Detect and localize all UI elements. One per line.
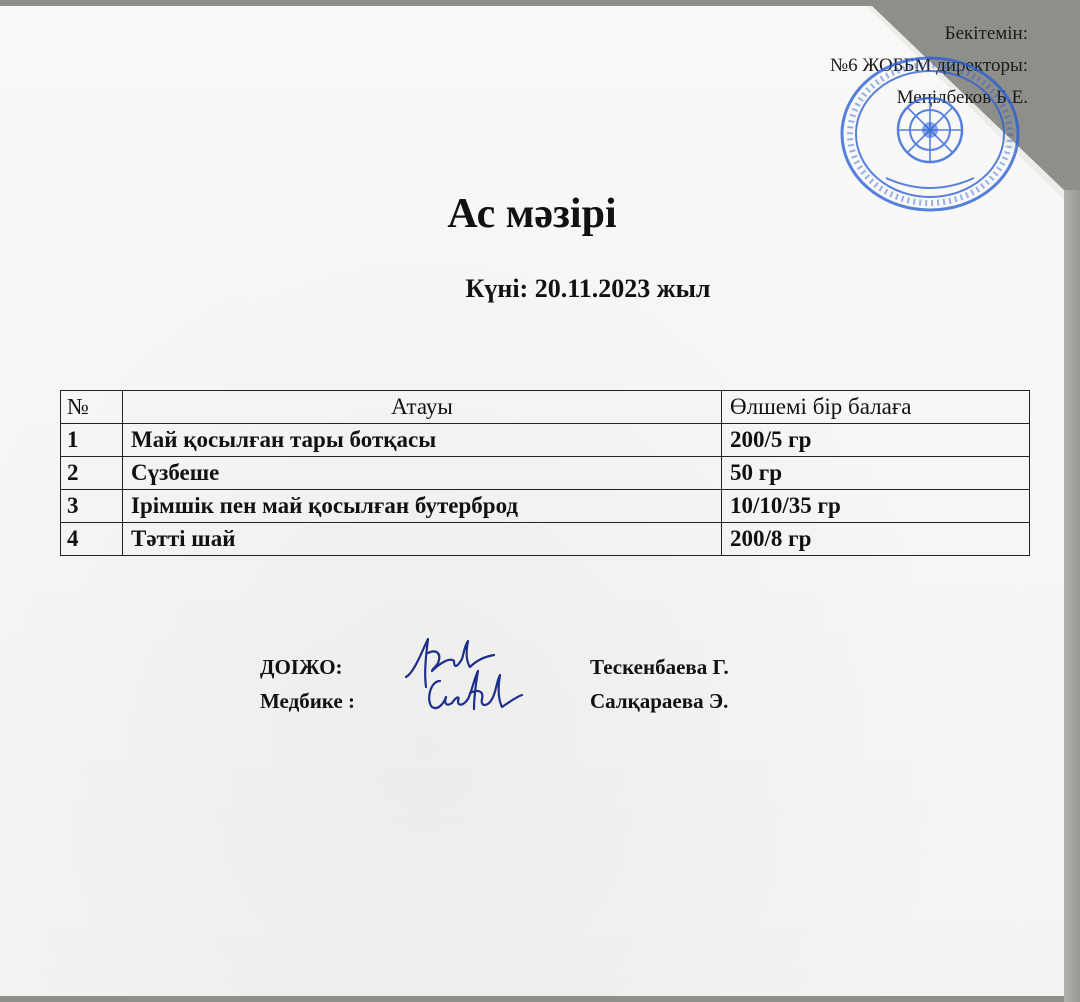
row-dish-name: Ірімшік пен май қосылған бутерброд <box>123 490 722 523</box>
stamp-bottom-arc <box>886 178 974 188</box>
row-dish-name: Тәтті шай <box>123 523 722 556</box>
table-row <box>61 457 1030 490</box>
header-number: № <box>61 391 123 424</box>
signature-role: Медбике : <box>260 689 355 713</box>
signature-role: ДОІЖО: <box>260 655 343 679</box>
header-name: Атауы <box>123 391 722 424</box>
row-dish-name: Май қосылған тары ботқасы <box>123 424 722 457</box>
row-portion: 200/5 гр <box>722 424 1030 457</box>
stamp-emblem-center <box>922 122 938 138</box>
signature-person: Тескенбаева Г. <box>590 655 729 679</box>
menu-date: Күні: 20.11.2023 жыл <box>465 274 711 303</box>
header-portion: Өлшемі бір балаға <box>722 391 1030 424</box>
approval-line-2: №6 ЖОББМ директоры: <box>830 55 1028 76</box>
handwritten-signature-icon <box>422 667 526 723</box>
menu-table <box>60 390 1030 556</box>
row-number: 3 <box>61 490 123 523</box>
table-row <box>61 523 1030 556</box>
signature-stroke <box>429 671 522 709</box>
background-edge <box>1064 190 1080 1002</box>
row-number: 1 <box>61 424 123 457</box>
row-number: 2 <box>61 457 123 490</box>
table-row <box>61 490 1030 523</box>
row-number: 4 <box>61 523 123 556</box>
signature-person: Салқараева Э. <box>590 689 729 713</box>
official-stamp-icon <box>826 38 1022 214</box>
approval-line-3: Меңілбеков Б.Е. <box>896 87 1028 108</box>
row-dish-name: Сүзбеше <box>123 457 722 490</box>
table-header-row <box>61 391 1030 424</box>
table-row <box>61 424 1030 457</box>
row-portion: 10/10/35 гр <box>722 490 1030 523</box>
approval-line-1: Бекітемін: <box>944 23 1028 44</box>
row-portion: 50 гр <box>722 457 1030 490</box>
row-portion: 200/8 гр <box>722 523 1030 556</box>
page-title: Ас мәзірі <box>447 191 617 237</box>
